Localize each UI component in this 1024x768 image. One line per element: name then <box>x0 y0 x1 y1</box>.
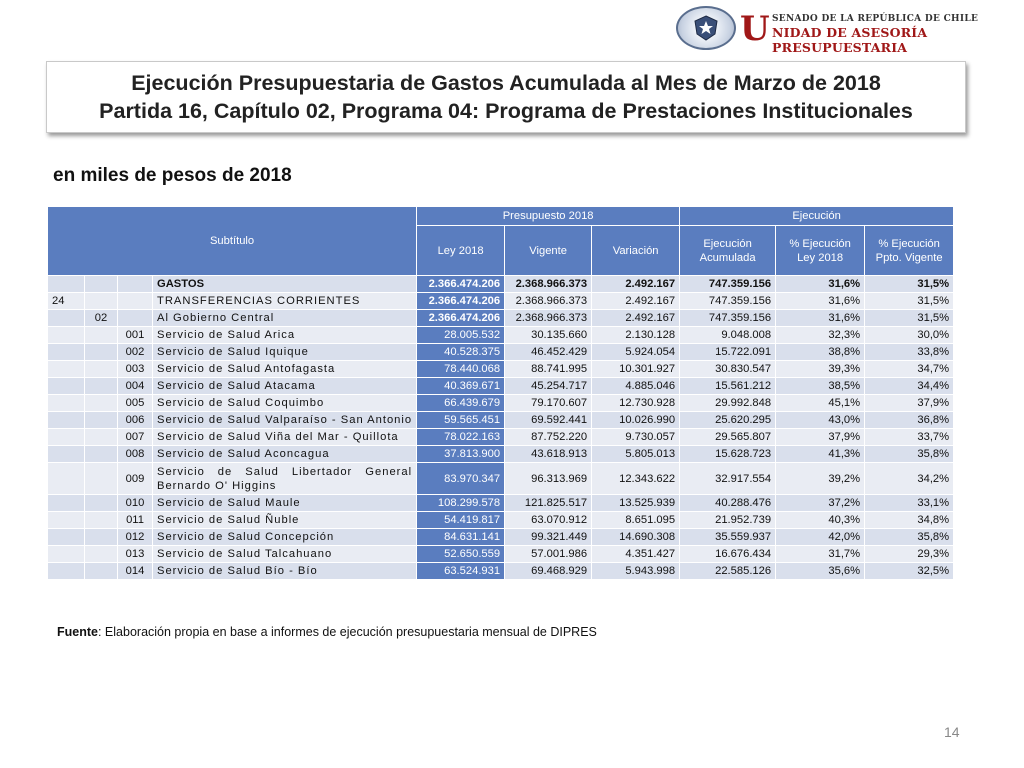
item-code <box>85 293 118 310</box>
ejecucion-value: 21.952.739 <box>680 512 776 529</box>
asignacion-code: 006 <box>118 412 153 429</box>
variacion-value: 9.730.057 <box>592 429 680 446</box>
brand-unit-name: NIDAD DE ASESORÍA PRESUPUESTARIA <box>772 25 928 55</box>
ley-value: 40.528.375 <box>417 344 505 361</box>
pct-vigente-value: 29,3% <box>865 546 954 563</box>
asignacion-code: 009 <box>118 463 153 495</box>
ejecucion-value: 747.359.156 <box>680 310 776 327</box>
asignacion-code: 008 <box>118 446 153 463</box>
subtitulo-code <box>48 327 85 344</box>
header-subtitulo: Subtítulo <box>48 207 417 276</box>
subtitulo-code <box>48 310 85 327</box>
concept-name: Servicio de Salud Coquimbo <box>153 395 417 412</box>
concept-name: Servicio de Salud Ñuble <box>153 512 417 529</box>
ejecucion-value: 32.917.554 <box>680 463 776 495</box>
pct-ley-value: 39,3% <box>776 361 865 378</box>
header-ejecucion: Ejecución <box>680 207 954 226</box>
pct-ley-value: 31,6% <box>776 276 865 293</box>
ejecucion-value: 29.565.807 <box>680 429 776 446</box>
vigente-value: 2.368.966.373 <box>505 310 592 327</box>
subtitulo-code <box>48 463 85 495</box>
header-vigente: Vigente <box>505 226 592 276</box>
vigente-value: 2.368.966.373 <box>505 276 592 293</box>
header-presupuesto: Presupuesto 2018 <box>417 207 680 226</box>
ley-value: 59.565.451 <box>417 412 505 429</box>
concept-name: Servicio de Salud Concepción <box>153 529 417 546</box>
ley-value: 40.369.671 <box>417 378 505 395</box>
variacion-value: 5.943.998 <box>592 563 680 580</box>
source-note <box>57 625 597 639</box>
pct-ley-value: 38,5% <box>776 378 865 395</box>
header-ejecucion-acumulada: Ejecución Acumulada <box>680 226 776 276</box>
header-variacion: Variación <box>592 226 680 276</box>
asignacion-code: 012 <box>118 529 153 546</box>
subtitulo-code <box>48 546 85 563</box>
pct-vigente-value: 34,4% <box>865 378 954 395</box>
asignacion-code: 002 <box>118 344 153 361</box>
variacion-value: 2.492.167 <box>592 293 680 310</box>
concept-name: GASTOS <box>153 276 417 293</box>
ejecucion-value: 25.620.295 <box>680 412 776 429</box>
item-code <box>85 361 118 378</box>
item-code <box>85 546 118 563</box>
pct-ley-value: 42,0% <box>776 529 865 546</box>
variacion-value: 13.525.939 <box>592 495 680 512</box>
pct-vigente-value: 31,5% <box>865 293 954 310</box>
asignacion-code: 014 <box>118 563 153 580</box>
pct-vigente-value: 36,8% <box>865 412 954 429</box>
vigente-value: 87.752.220 <box>505 429 592 446</box>
vigente-value: 96.313.969 <box>505 463 592 495</box>
table-row <box>48 512 954 529</box>
table-row <box>48 310 954 327</box>
pct-ley-value: 41,3% <box>776 446 865 463</box>
senado-seal-logo <box>676 6 736 50</box>
variacion-value: 5.805.013 <box>592 446 680 463</box>
ley-value: 78.440.068 <box>417 361 505 378</box>
pct-vigente-value: 31,5% <box>865 310 954 327</box>
table-row <box>48 344 954 361</box>
concept-name: Servicio de Salud Arica <box>153 327 417 344</box>
item-code <box>85 327 118 344</box>
table-row <box>48 546 954 563</box>
pct-vigente-value: 32,5% <box>865 563 954 580</box>
variacion-value: 5.924.054 <box>592 344 680 361</box>
ley-value: 37.813.900 <box>417 446 505 463</box>
vigente-value: 69.592.441 <box>505 412 592 429</box>
table-row <box>48 563 954 580</box>
vigente-value: 69.468.929 <box>505 563 592 580</box>
budget-table <box>47 206 954 580</box>
pct-ley-value: 40,3% <box>776 512 865 529</box>
table-row <box>48 412 954 429</box>
table-row <box>48 429 954 446</box>
ejecucion-value: 40.288.476 <box>680 495 776 512</box>
ejecucion-value: 15.628.723 <box>680 446 776 463</box>
brand-senate-name: SENADO DE LA REPÚBLICA DE CHILE <box>772 14 979 24</box>
variacion-value: 12.730.928 <box>592 395 680 412</box>
pct-ley-value: 39,2% <box>776 463 865 495</box>
pct-vigente-value: 35,8% <box>865 446 954 463</box>
vigente-value: 46.452.429 <box>505 344 592 361</box>
item-code <box>85 276 118 293</box>
item-code <box>85 495 118 512</box>
ley-value: 108.299.578 <box>417 495 505 512</box>
pct-ley-value: 31,6% <box>776 310 865 327</box>
asignacion-code: 011 <box>118 512 153 529</box>
ley-value: 52.650.559 <box>417 546 505 563</box>
pct-vigente-value: 33,1% <box>865 495 954 512</box>
pct-vigente-value: 34,7% <box>865 361 954 378</box>
concept-name: Servicio de Salud Aconcagua <box>153 446 417 463</box>
table-row <box>48 293 954 310</box>
vigente-value: 57.001.986 <box>505 546 592 563</box>
subtitulo-code <box>48 395 85 412</box>
ejecucion-value: 16.676.434 <box>680 546 776 563</box>
vigente-value: 88.741.995 <box>505 361 592 378</box>
concept-name: Servicio de Salud Antofagasta <box>153 361 417 378</box>
variacion-value: 2.130.128 <box>592 327 680 344</box>
ley-value: 2.366.474.206 <box>417 276 505 293</box>
subtitulo-code <box>48 344 85 361</box>
pct-ley-value: 38,8% <box>776 344 865 361</box>
item-code: 02 <box>85 310 118 327</box>
pct-ley-value: 37,2% <box>776 495 865 512</box>
table-row <box>48 276 954 293</box>
header-pct-ley: % Ejecución Ley 2018 <box>776 226 865 276</box>
ejecucion-value: 747.359.156 <box>680 293 776 310</box>
variacion-value: 10.301.927 <box>592 361 680 378</box>
ley-value: 83.970.347 <box>417 463 505 495</box>
ley-value: 2.366.474.206 <box>417 293 505 310</box>
table-row <box>48 378 954 395</box>
subtitulo-code <box>48 512 85 529</box>
asignacion-code: 004 <box>118 378 153 395</box>
concept-name: Servicio de Salud Atacama <box>153 378 417 395</box>
item-code <box>85 563 118 580</box>
pct-vigente-value: 37,9% <box>865 395 954 412</box>
concept-name: Servicio de Salud Valparaíso - San Antonio <box>153 412 417 429</box>
asignacion-code: 013 <box>118 546 153 563</box>
vigente-value: 99.321.449 <box>505 529 592 546</box>
table-row <box>48 495 954 512</box>
pct-vigente-value: 33,7% <box>865 429 954 446</box>
variacion-value: 14.690.308 <box>592 529 680 546</box>
pct-vigente-value: 34,8% <box>865 512 954 529</box>
ley-value: 84.631.141 <box>417 529 505 546</box>
ley-value: 63.524.931 <box>417 563 505 580</box>
source-label: Fuente <box>57 625 98 639</box>
subtitulo-code <box>48 361 85 378</box>
table-row <box>48 446 954 463</box>
concept-name: Servicio de Salud Libertador General Bernardo O' Higgins <box>153 463 417 495</box>
concept-name: Al Gobierno Central <box>153 310 417 327</box>
pct-vigente-value: 33,8% <box>865 344 954 361</box>
variacion-value: 12.343.622 <box>592 463 680 495</box>
concept-name: Servicio de Salud Maule <box>153 495 417 512</box>
subtitulo-code <box>48 276 85 293</box>
vigente-value: 121.825.517 <box>505 495 592 512</box>
asignacion-code <box>118 276 153 293</box>
budget-table-body <box>48 276 954 580</box>
pct-vigente-value: 30,0% <box>865 327 954 344</box>
concept-name: Servicio de Salud Viña del Mar - Quillota <box>153 429 417 446</box>
table-row <box>48 463 954 495</box>
pct-vigente-value: 35,8% <box>865 529 954 546</box>
asignacion-code: 001 <box>118 327 153 344</box>
ejecucion-value: 29.992.848 <box>680 395 776 412</box>
pct-ley-value: 31,6% <box>776 293 865 310</box>
subtitulo-code <box>48 495 85 512</box>
vigente-value: 63.070.912 <box>505 512 592 529</box>
ejecucion-value: 9.048.008 <box>680 327 776 344</box>
variacion-value: 2.492.167 <box>592 310 680 327</box>
header-ley: Ley 2018 <box>417 226 505 276</box>
asignacion-code: 003 <box>118 361 153 378</box>
pct-vigente-value: 34,2% <box>865 463 954 495</box>
ley-value: 2.366.474.206 <box>417 310 505 327</box>
subtitulo-code <box>48 378 85 395</box>
ejecucion-value: 30.830.547 <box>680 361 776 378</box>
item-code <box>85 412 118 429</box>
units-subtitle: en miles de pesos de 2018 <box>53 165 292 186</box>
subtitulo-code <box>48 529 85 546</box>
variacion-value: 4.885.046 <box>592 378 680 395</box>
ejecucion-value: 22.585.126 <box>680 563 776 580</box>
variacion-value: 2.492.167 <box>592 276 680 293</box>
subtitulo-code <box>48 429 85 446</box>
seal-emblem-icon <box>691 14 721 42</box>
ejecucion-value: 35.559.937 <box>680 529 776 546</box>
vigente-value: 79.170.607 <box>505 395 592 412</box>
source-text: : Elaboración propia en base a informes de ejecución presupuestaria mensual de DIPRES <box>97 625 597 639</box>
table-row <box>48 327 954 344</box>
item-code <box>85 395 118 412</box>
asignacion-code: 007 <box>118 429 153 446</box>
item-code <box>85 463 118 495</box>
item-code <box>85 378 118 395</box>
concept-name: Servicio de Salud Talcahuano <box>153 546 417 563</box>
ley-value: 66.439.679 <box>417 395 505 412</box>
title-line-2: Partida 16, Capítulo 02, Programa 04: Programa de Prestaciones Institucionales <box>99 99 913 123</box>
asignacion-code: 010 <box>118 495 153 512</box>
concept-name: TRANSFERENCIAS CORRIENTES <box>153 293 417 310</box>
subtitulo-code <box>48 563 85 580</box>
title-box <box>46 61 966 133</box>
item-code <box>85 512 118 529</box>
concept-name: Servicio de Salud Bío - Bío <box>153 563 417 580</box>
item-code <box>85 446 118 463</box>
pct-ley-value: 32,3% <box>776 327 865 344</box>
ejecucion-value: 15.722.091 <box>680 344 776 361</box>
subtitulo-code <box>48 412 85 429</box>
item-code <box>85 429 118 446</box>
pct-ley-value: 45,1% <box>776 395 865 412</box>
table-row <box>48 529 954 546</box>
ejecucion-value: 747.359.156 <box>680 276 776 293</box>
ley-value: 28.005.532 <box>417 327 505 344</box>
pct-vigente-value: 31,5% <box>865 276 954 293</box>
variacion-value: 4.351.427 <box>592 546 680 563</box>
asignacion-code <box>118 310 153 327</box>
item-code <box>85 344 118 361</box>
header-pct-vigente: % Ejecución Ppto. Vigente <box>865 226 954 276</box>
brand-initial: U <box>740 9 770 49</box>
vigente-value: 45.254.717 <box>505 378 592 395</box>
page-number: 14 <box>944 724 960 740</box>
vigente-value: 2.368.966.373 <box>505 293 592 310</box>
table-row <box>48 395 954 412</box>
ejecucion-value: 15.561.212 <box>680 378 776 395</box>
asignacion-code: 005 <box>118 395 153 412</box>
pct-ley-value: 35,6% <box>776 563 865 580</box>
vigente-value: 43.618.913 <box>505 446 592 463</box>
vigente-value: 30.135.660 <box>505 327 592 344</box>
subtitulo-code: 24 <box>48 293 85 310</box>
subtitulo-code <box>48 446 85 463</box>
pct-ley-value: 37,9% <box>776 429 865 446</box>
title-line-1: Ejecución Presupuestaria de Gastos Acumulada al Mes de Marzo de 2018 <box>131 71 881 95</box>
ley-value: 78.022.163 <box>417 429 505 446</box>
ley-value: 54.419.817 <box>417 512 505 529</box>
concept-name: Servicio de Salud Iquique <box>153 344 417 361</box>
table-row <box>48 361 954 378</box>
variacion-value: 8.651.095 <box>592 512 680 529</box>
variacion-value: 10.026.990 <box>592 412 680 429</box>
item-code <box>85 529 118 546</box>
pct-ley-value: 31,7% <box>776 546 865 563</box>
pct-ley-value: 43,0% <box>776 412 865 429</box>
asignacion-code <box>118 293 153 310</box>
